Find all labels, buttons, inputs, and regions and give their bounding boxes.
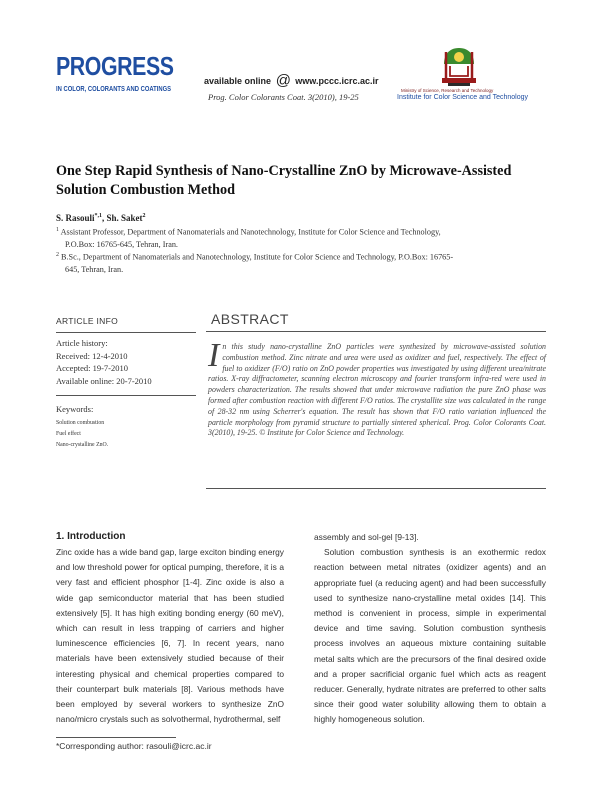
keyword: Fuel effect bbox=[56, 431, 81, 437]
affiliation-text: Assistant Professor, Department of Nanomaterials and Nanotechnology, Institute for Color Science and Technology, bbox=[60, 227, 441, 237]
abstract-heading: ABSTRACT bbox=[211, 311, 289, 327]
divider bbox=[56, 332, 196, 333]
affiliation-number: 2 bbox=[56, 252, 59, 258]
intro-right-column bbox=[314, 530, 546, 728]
journal-logo-subtitle: IN COLOR, COLORANTS AND COATINGS bbox=[56, 84, 172, 93]
paragraph-continuation: assembly and sol-gel [9-13]. bbox=[314, 532, 419, 542]
ministry-label: Ministry of Science, Research and Technology bbox=[401, 88, 494, 93]
author-separator: , bbox=[102, 213, 107, 223]
website-link[interactable]: www.pccc.icrc.ac.ir bbox=[295, 76, 379, 86]
affiliation-text: P.O.Box: 16765-645, Tehran, Iran. bbox=[65, 240, 178, 250]
affiliation-2 bbox=[56, 249, 546, 277]
divider bbox=[56, 395, 196, 396]
journal-citation: Prog. Color Colorants Coat. 3(2010), 19-25 bbox=[208, 92, 359, 102]
article-info-heading: ARTICLE INFO bbox=[56, 316, 119, 326]
history-label: Article history: bbox=[56, 338, 108, 348]
online-date: Available online: 20-7-2010 bbox=[56, 376, 152, 386]
institute-name: Institute for Color Science and Technology bbox=[397, 94, 529, 101]
keywords-label: Keywords: bbox=[56, 404, 94, 414]
corresponding-author-footnote: *Corresponding author: rasouli@icrc.ac.ir bbox=[56, 741, 212, 751]
affiliation-number: 1 bbox=[56, 227, 59, 233]
received-date: Received: 12-4-2010 bbox=[56, 351, 128, 361]
affiliation-text: B.Sc., Department of Nanomaterials and Nanotechnology, Institute for Color Science and Technology, P.O.Box: 16765- bbox=[61, 252, 454, 262]
abstract-body: n this study nano-crystalline ZnO particles were synthesized by microwave-assisted solution combustion method. Zinc nitrate and urea were used as oxidizer and fuel, respectively. The effect of fuel to oxidizer (F/O) ratio on ZnO powder properties was investigated by using different urea/nitrate ratios. X-ray diffractometer, scanning electron microscopy and fourier transform infra-red were used in powders characterization. The results showed that under microwave radiation the pure ZnO phase was formed after combustion reaction with different F/O ratios. The crystallite size was calculated in the range of 28-32 nm using Scherrer's equation. The result has shown that F/O ratio variation influenced the particle morphology from pyramid structure to partially sintered spherical. Prog. Color Colorants Coat. 3(2010), 19-25. © Institute for Color Science and Technology. bbox=[208, 342, 546, 438]
divider bbox=[206, 331, 546, 332]
author-name: S. Rasouli bbox=[56, 213, 95, 223]
available-prefix: available online bbox=[204, 76, 272, 86]
journal-logo: PROGRESS bbox=[56, 51, 174, 81]
footnote-divider bbox=[56, 737, 176, 738]
abstract-text bbox=[208, 337, 546, 439]
author-list bbox=[56, 213, 146, 223]
author-affiliation-marker: *,1 bbox=[94, 213, 103, 219]
accepted-date: Accepted: 19-7-2010 bbox=[56, 363, 128, 373]
author-affiliation-marker: 2 bbox=[142, 213, 146, 219]
paragraph: Solution combustion synthesis is an exothermic redox reaction between metal nitrates (oxidizer agents) and an appropriate fuel (a reducing agent) and had been successfully used to synthesize nano-crystalline metal oxides [14]. This method is convenient in process, simple in experimental device and time saving. Solution combustion synthesis process involves an aqueous mixture containing suitable metal salts which are the precursors of the final desired oxide and a proper sacrificial organic fuel which acts as reagent reducer. Generally, hydrate nitrates are preferred to other salts since their good water solubility allowing them to obtain a highly homogeneous solution. bbox=[314, 547, 546, 725]
drop-cap: I bbox=[208, 337, 220, 374]
intro-left-column: Zinc oxide has a wide band gap, large exciton binding energy and low threshold power for optical pumping, therefore, it is a very fast and efficient phosphor [1-4]. Zinc oxide is also a wide gap semiconductor material that has been studied extensively [5]. It has high exiting bonding energy (60 meV), which can result in less trapping of carriers and higher luminescence efficiencies [6, 7]. In recent years, nano materials have been extensively studied because of their interesting physical and chemical properties compared to their counterpart bulk materials [8]. Various methods have been employed by several workers to synthesize ZnO nano/micro crystals such as solvothermal, hydrothermal, self bbox=[56, 547, 284, 725]
section-heading: 1. Introduction bbox=[56, 531, 126, 542]
author-name: Sh. Saket bbox=[106, 213, 143, 223]
at-icon: @ bbox=[275, 72, 291, 89]
keyword: Nano-crystalline ZnO. bbox=[56, 442, 109, 448]
institute-emblem-icon bbox=[438, 44, 480, 88]
keyword: Solution combustion bbox=[56, 420, 105, 426]
divider bbox=[206, 488, 546, 489]
affiliation-text: 645, Tehran, Iran. bbox=[65, 265, 124, 275]
affiliation-1 bbox=[56, 224, 546, 252]
availability-line bbox=[204, 72, 379, 89]
paper-title: One Step Rapid Synthesis of Nano-Crystalline ZnO by Microwave-Assisted Solution Combustion Method bbox=[56, 163, 512, 198]
